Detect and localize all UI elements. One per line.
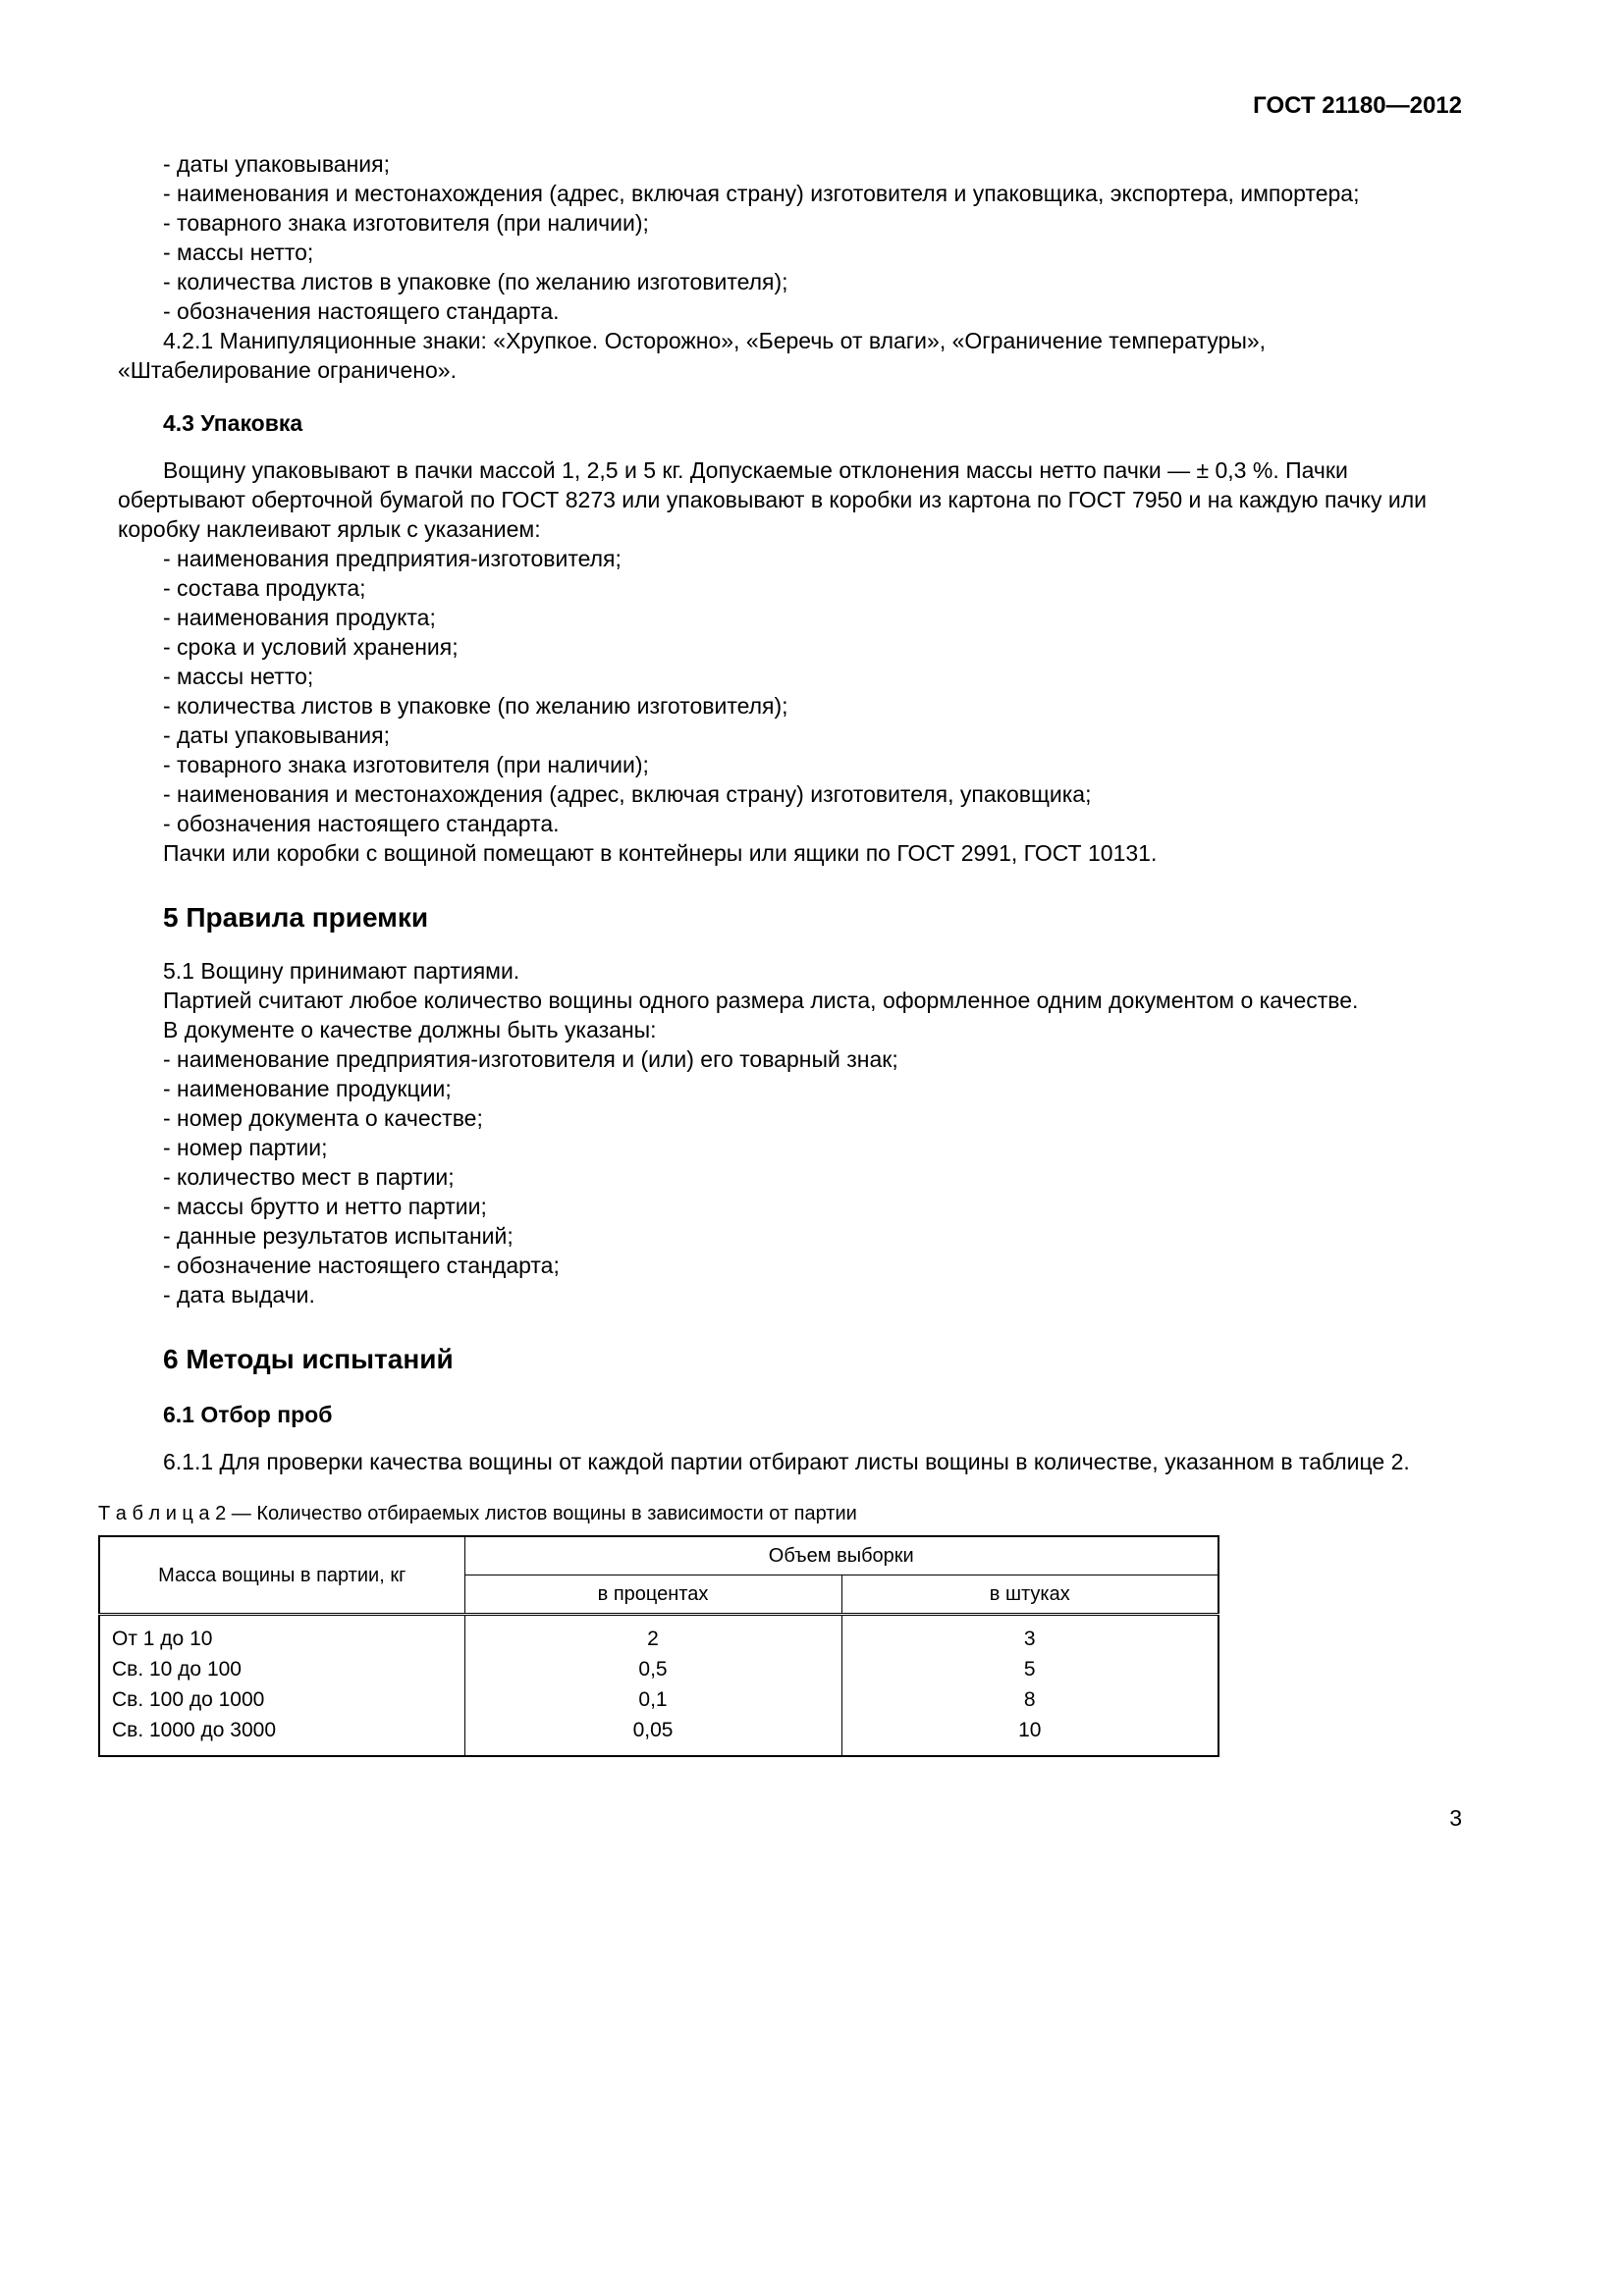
section-heading: 6 Методы испытаний [163, 1344, 454, 1374]
page-number: 3 [1449, 1805, 1462, 1831]
table-row [99, 1654, 1218, 1684]
table-row [99, 1615, 1218, 1655]
document-code: ГОСТ 21180—2012 [1253, 92, 1462, 119]
mass-range-cell: От 1 до 10 [99, 1615, 464, 1655]
pieces-cell: 3 [841, 1615, 1218, 1655]
paragraph: - обозначения настоящего стандарта. [163, 298, 560, 324]
table-caption: Т а б л и ц а 2 — Количество отбираемых листов вощины в зависимости от партии [98, 1503, 857, 1524]
pieces-cell: 10 [841, 1715, 1218, 1756]
percent-cell: 0,5 [464, 1654, 841, 1684]
paragraph: 5.1 Вощину принимают партиями. [163, 958, 520, 984]
subsection-heading: 6.1 Отбор проб [163, 1402, 333, 1427]
percent-cell: 0,05 [464, 1715, 841, 1756]
paragraph: - количество мест в партии; [163, 1164, 455, 1190]
table-row [99, 1684, 1218, 1715]
col-header-percent: в процентах [464, 1575, 841, 1615]
paragraph: - количества листов в упаковке (по желанию изготовителя); [163, 693, 788, 719]
paragraph: - дата выдачи. [163, 1282, 315, 1308]
paragraph: - даты упаковывания; [163, 722, 390, 748]
paragraph: - массы брутто и нетто партии; [163, 1194, 487, 1219]
paragraph: В документе о качестве должны быть указаны: [163, 1017, 657, 1042]
mass-range-cell: Св. 100 до 1000 [99, 1684, 464, 1715]
pieces-cell: 5 [841, 1654, 1218, 1684]
paragraph: - массы нетто; [163, 664, 314, 689]
paragraph: - наименования предприятия-изготовителя; [163, 546, 622, 571]
paragraph: - срока и условий хранения; [163, 634, 459, 660]
paragraph: - наименование предприятия-изготовителя и (или) его товарный знак; [163, 1046, 898, 1072]
header-row-1 [99, 1536, 1218, 1575]
paragraph: 4.2.1 Манипуляционные знаки: «Хрупкое. Осторожно», «Беречь от влаги», «Ограничение температуры», «Штабелирование ограничено». [118, 328, 1267, 383]
document-body [118, 149, 1462, 1476]
paragraph: Партией считают любое количество вощины одного размера листа, оформленное одним документом о качестве. [163, 988, 1359, 1013]
paragraph: - даты упаковывания; [163, 151, 390, 177]
percent-cell: 2 [464, 1615, 841, 1655]
paragraph: 6.1.1 Для проверки качества вощины от каждой партии отбирают листы вощины в количестве, указанном в таблице 2. [163, 1449, 1410, 1474]
col-header-mass: Масса вощины в партии, кг [99, 1536, 464, 1615]
pieces-cell: 8 [841, 1684, 1218, 1715]
paragraph: - количества листов в упаковке (по желанию изготовителя); [163, 269, 788, 294]
paragraph: - наименования продукта; [163, 605, 436, 630]
section-heading: 5 Правила приемки [163, 902, 429, 933]
sampling-table [98, 1535, 1219, 1757]
mass-range-cell: Св. 1000 до 3000 [99, 1715, 464, 1756]
paragraph: - товарного знака изготовителя (при наличии); [163, 752, 649, 777]
sampling-table-body [99, 1615, 1218, 1757]
paragraph: - наименования и местонахождения (адрес, включая страну) изготовителя и упаковщика, экспортера, импортера; [163, 181, 1360, 206]
paragraph: - наименования и местонахождения (адрес, включая страну) изготовителя, упаковщика; [163, 781, 1092, 807]
table-section [98, 1502, 1462, 1757]
paragraph: - обозначения настоящего стандарта. [163, 811, 560, 836]
paragraph: - обозначение настоящего стандарта; [163, 1253, 560, 1278]
sampling-table-header [99, 1536, 1218, 1615]
paragraph: Пачки или коробки с вощиной помещают в контейнеры или ящики по ГОСТ 2991, ГОСТ 10131. [163, 840, 1158, 866]
table-row [99, 1715, 1218, 1756]
paragraph: Вощину упаковывают в пачки массой 1, 2,5 и 5 кг. Допускаемые отклонения массы нетто пачки — ± 0,3 %. Пачки обертывают оберточной бумагой по ГОСТ 8273 или упаковывают в коробки из картона по ГОСТ 7950 и на каждую пачку или коробку наклеивают ярлык с указанием: [118, 457, 1427, 542]
paragraph: - товарного знака изготовителя (при наличии); [163, 210, 649, 236]
paragraph: - данные результатов испытаний; [163, 1223, 514, 1249]
col-header-pieces: в штуках [841, 1575, 1218, 1615]
percent-cell: 0,1 [464, 1684, 841, 1715]
paragraph: - номер партии; [163, 1135, 328, 1160]
paragraph: - номер документа о качестве; [163, 1105, 483, 1131]
paragraph: - массы нетто; [163, 240, 314, 265]
col-header-sample-volume: Объем выборки [464, 1536, 1218, 1575]
subsection-heading: 4.3 Упаковка [163, 410, 303, 436]
paragraph: - состава продукта; [163, 575, 366, 601]
mass-range-cell: Св. 10 до 100 [99, 1654, 464, 1684]
paragraph: - наименование продукции; [163, 1076, 452, 1101]
